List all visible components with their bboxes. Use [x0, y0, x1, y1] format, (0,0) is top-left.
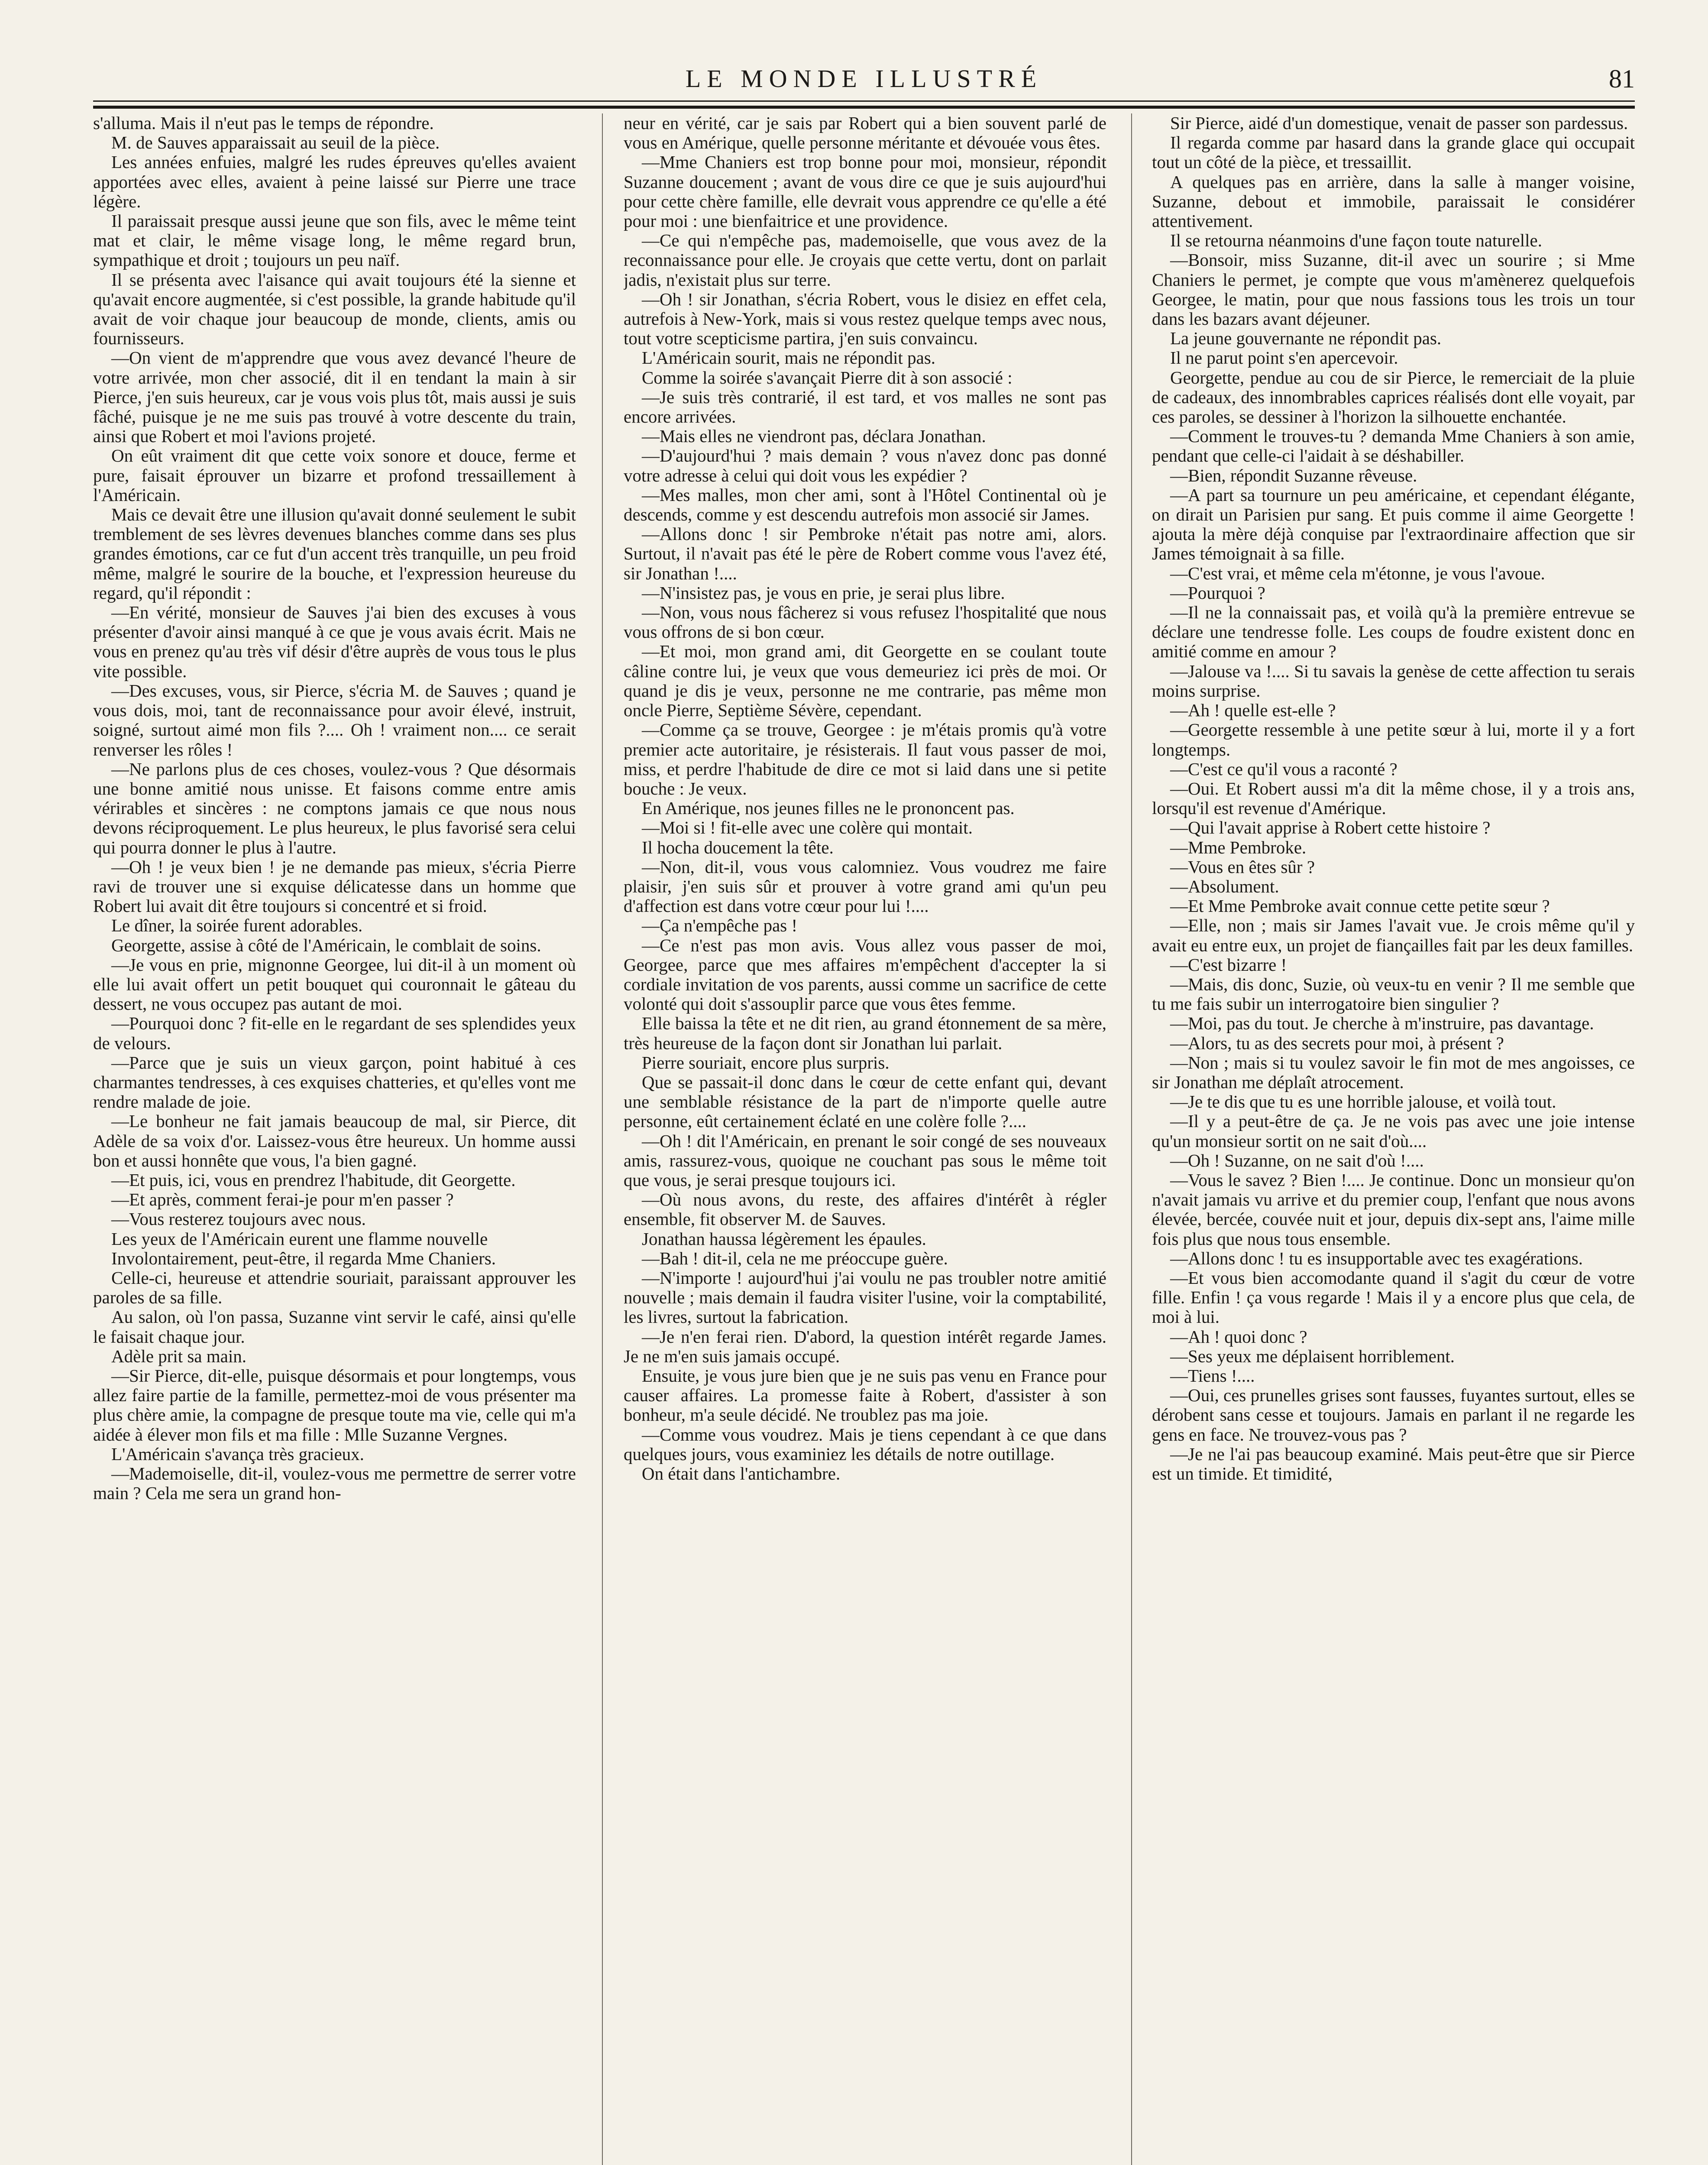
paragraph: —Il y a peut-être de ça. Je ne vois pas avec une joie intense qu'un monsieur sortit on ne sait d'où.... — [1152, 1111, 1635, 1151]
paragraph: —Je ne l'ai pas beaucoup examiné. Mais peut-être que sir Pierce est un timide. Et timidité, — [1152, 1444, 1635, 1484]
paragraph: —C'est ce qu'il vous a raconté ? — [1170, 759, 1397, 779]
paragraph: Elle baissa la tête et ne dit rien, au grand étonnement de sa mère, très heureuse de la façon dont sir Jonathan lui parlait. — [624, 1013, 1106, 1053]
column-divider-2 — [1131, 113, 1132, 2165]
paragraph: —Vous resterez toujours avec nous. — [111, 1209, 366, 1229]
paragraph: Il regarda comme par hasard dans la grande glace qui occupait tout un côté de la pièce, et tressaillit. — [1152, 132, 1635, 172]
paragraph: Comme la soirée s'avançait Pierre dit à son associé : — [642, 367, 1013, 388]
paragraph: La jeune gouvernante ne répondit pas. — [1170, 328, 1442, 349]
paragraph: —Ah ! quelle est-elle ? — [1170, 700, 1336, 721]
paragraph: —Comme ça se trouve, Georgee : je m'étais promis qu'à votre premier acte autoritaire, je résisterais. Il faut vous passer de moi, miss, et perdre l'habitude de dire ce mot si laid dans une si petite bouche : Je veux. — [624, 720, 1106, 798]
paragraph: —Allons donc ! sir Pembroke n'était pas notre ami, alors. Surtout, il n'avait pas été le père de Robert comme vous l'avez été, sir Jonathan !.... — [624, 524, 1106, 583]
paragraph: —Des excuses, vous, sir Pierce, s'écria M. de Sauves ; quand je vous dois, moi, tant de reconnaissance pour avoir élevé, instruit, soigné, surtout aimé mon fils ?.... Oh ! vraiment non.... ce serait renverser les rôles ! — [93, 680, 576, 759]
text-column-3 — [1152, 113, 1635, 2165]
paragraph: s'alluma. Mais il n'eut pas le temps de répondre. — [93, 113, 434, 133]
paragraph: L'Américain s'avança très gracieux. — [111, 1444, 364, 1464]
paragraph: —Mme Chaniers est trop bonne pour moi, monsieur, répondit Suzanne doucement ; avant de vous dire ce que je suis aujourd'hui pour cette chère famille, elle devrait vous apprendre ce qu'elle a été pour moi : une bienfaitrice et une providence. — [624, 152, 1106, 231]
paragraph: —Georgette ressemble à une petite sœur à lui, morte il y a fort longtemps. — [1152, 720, 1635, 759]
paragraph: Adèle prit sa main. — [111, 1346, 246, 1366]
paragraph: —Mais elles ne viendront pas, déclara Jonathan. — [642, 426, 986, 446]
paragraph: Sir Pierce, aidé d'un domestique, venait de passer son pardessus. — [1170, 113, 1628, 133]
paragraph: —Où nous avons, du reste, des affaires d'intérêt à régler ensemble, fit observer M. de Sauves. — [624, 1189, 1106, 1229]
text-column-1 — [93, 113, 576, 2165]
paragraph: —Je n'en ferai rien. D'abord, la question intérêt regarde James. Je ne m'en suis jamais occupé. — [624, 1326, 1106, 1366]
paragraph: neur en vérité, car je sais par Robert qui a bien souvent parlé de vous en Amérique, quelle personne méritante et dévouée vous êtes. — [624, 113, 1106, 153]
paragraph: —Oh ! je veux bien ! je ne demande pas mieux, s'écria Pierre ravi de trouver une si exquise délicatesse dans un homme que Robert lui avait dit être toujours si concentré et si froid. — [93, 856, 576, 916]
paragraph: —Parce que je suis un vieux garçon, point habitué à ces charmantes tendresses, à ces exquises chatteries, et qu'elles vont me rendre malade de joie. — [93, 1052, 576, 1112]
paragraph: —D'aujourd'hui ? mais demain ? vous n'avez donc pas donné votre adresse à celui qui doit vous les expédier ? — [624, 446, 1106, 485]
paragraph: Il se présenta avec l'aisance qui avait toujours été la sienne et qu'avait encore augmentée, si c'est possible, la grande habitude qu'il avait de voir chaque jour beaucoup de monde, clients, amis ou fournisseurs. — [93, 269, 576, 349]
paragraph: —Mademoiselle, dit-il, voulez-vous me permettre de serrer votre main ? Cela me sera un grand hon- — [93, 1464, 576, 1503]
paragraph: —Et moi, mon grand ami, dit Georgette en se coulant toute câline contre lui, je veux que vous demeuriez ici près de moi. Or quand je dis je veux, personne ne me contrarie, pas même mon oncle Pierre, Septième Sévère, cependant. — [624, 641, 1106, 721]
paragraph: —Ne parlons plus de ces choses, voulez-vous ? Que désormais une bonne amitié nous unisse. Et faisons comme entre amis vérirables et sincères : ne comptons jamais ce que nous nous devons réciproquement. Le plus heureux, le plus favorisé sera celui qui pourra donner le plus à l'autre. — [93, 759, 576, 857]
header-rule-thin — [93, 100, 1635, 102]
paragraph: —Sir Pierce, dit-elle, puisque désormais et pour longtemps, vous allez faire partie de la famille, permettez-moi de vous présenter ma plus chère amie, la compagne de presque toute ma vie, celle qui m'a aidée à élever mon fils et ma fille : Mlle Suzanne Vergnes. — [93, 1366, 576, 1444]
paragraph: —N'insistez pas, je vous en prie, je serai plus libre. — [642, 582, 1005, 603]
paragraph: —Moi, pas du tout. Je cherche à m'instruire, pas davantage. — [1170, 1013, 1594, 1034]
paragraph: Celle-ci, heureuse et attendrie souriait, paraissant approuver les paroles de sa fille. — [93, 1267, 576, 1308]
paragraph: —C'est bizarre ! — [1170, 954, 1287, 975]
paragraph: —Qui l'avait apprise à Robert cette histoire ? — [1170, 818, 1491, 838]
paragraph: Il paraissait presque aussi jeune que son fils, avec le même teint mat et clair, le même visage long, le même regard brun, sympathique et droit ; toujours un peu naïf. — [93, 211, 576, 270]
paragraph: —Comme vous voudrez. Mais je tiens cependant à ce que dans quelques jours, vous examiniez les détails de notre outillage. — [624, 1424, 1106, 1464]
paragraph: —Tiens !.... — [1170, 1366, 1255, 1386]
paragraph: —Alors, tu as des secrets pour moi, à présent ? — [1170, 1033, 1504, 1053]
paragraph: Georgette, assise à côté de l'Américain, le comblait de soins. — [111, 935, 541, 955]
paragraph: —Non, vous nous fâcherez si vous refusez l'hospitalité que nous vous offrons de si bon cœur. — [624, 602, 1106, 642]
paragraph: —En vérité, monsieur de Sauves j'ai bien des excuses à vous présenter d'avoir ainsi manqué à ce que je vous avais écrit. Mais ne vous en prenez qu'au très vif désir d'être auprès de vous tous le plus vite possible. — [93, 602, 576, 681]
paragraph: —Oh ! Suzanne, on ne sait d'où !.... — [1170, 1150, 1424, 1170]
paragraph: —Et vous bien accomodante quand il s'agit du cœur de votre fille. Enfin ! ça vous regarde ! Mais il y a encore plus que cela, de moi à lui. — [1152, 1267, 1635, 1327]
text-column-2 — [624, 113, 1106, 2165]
paragraph: M. de Sauves apparaissait au seuil de la pièce. — [111, 132, 440, 153]
paragraph: —Oui, ces prunelles grises sont fausses, fuyantes surtout, elles se dérobent sans cesse et toujours. Jamais en parlant il ne regarde les gens en face. Ne trouvez-vous pas ? — [1152, 1385, 1635, 1444]
paragraph: Que se passait-il donc dans le cœur de cette enfant qui, devant une semblable résistance de la part de n'importe quelle autre personne, eût certainement éclaté en une colère folle ?.... — [624, 1072, 1106, 1131]
paragraph: Il ne parut point s'en apercevoir. — [1170, 348, 1398, 368]
paragraph: —Ah ! quoi donc ? — [1170, 1326, 1307, 1347]
page-number: 81 — [1609, 65, 1635, 93]
paragraph: —Bien, répondit Suzanne rêveuse. — [1170, 465, 1417, 485]
paragraph: —Je suis très contrarié, il est tard, et vos malles ne sont pas encore arrivées. — [624, 387, 1106, 427]
paragraph: Involontairement, peut-être, il regarda Mme Chaniers. — [111, 1248, 496, 1268]
paragraph: —Pourquoi ? — [1170, 582, 1265, 603]
paragraph: —Je te dis que tu es une horrible jalouse, et voilà tout. — [1170, 1092, 1556, 1112]
paragraph: —Le bonheur ne fait jamais beaucoup de mal, sir Pierce, dit Adèle de sa voix d'or. Laissez-vous être heureux. Un homme aussi bon et aussi honnête que vous, l'a bien gagné. — [93, 1111, 576, 1170]
paragraph: —Vous le savez ? Bien !.... Je continue. Donc un monsieur qu'on n'avait jamais vu arrive et du premier coup, l'enfant que nous avons élevée, bercée, couvée nuit et jour, depuis dix-sept ans, l'aime mille fois plus que nous tous ensemble. — [1152, 1170, 1635, 1249]
paragraph: Jonathan haussa légèrement les épaules. — [642, 1228, 926, 1249]
paragraph: —A part sa tournure un peu américaine, et cependant élégante, on dirait un Parisien pur sang. Et puis comme il aime Georgette ! ajouta la mère déjà conquise par l'extraordinaire affection que sir James témoignait à sa fille. — [1152, 485, 1635, 564]
paragraph: Il hocha doucement la tête. — [642, 837, 834, 857]
paragraph: —Moi si ! fit-elle avec une colère qui montait. — [642, 818, 973, 838]
paragraph: —N'importe ! aujourd'hui j'ai voulu ne pas troubler notre amitié nouvelle ; mais demain il faudra visiter l'usine, voir la comptabilité, les livres, surtout la fabrication. — [624, 1267, 1106, 1327]
paragraph: —Je vous en prie, mignonne Georgee, lui dit-il à un moment où elle lui avait offert un petit bouquet qui couronnait le gâteau du dessert, ne vous occupez pas autant de moi. — [93, 954, 576, 1014]
paragraph: —Jalouse va !.... Si tu savais la genèse de cette affection tu serais moins surprise. — [1152, 661, 1635, 701]
paragraph: Les années enfuies, malgré les rudes épreuves qu'elles avaient apportées avec elles, avaient à peine laissé sur Pierre une trace légère. — [93, 152, 576, 211]
paragraph: —Mais, dis donc, Suzie, où veux-tu en venir ? Il me semble que tu me fais subir un interrogatoire bien singulier ? — [1152, 974, 1635, 1014]
paragraph: —Mes malles, mon cher ami, sont à l'Hôtel Continental où je descends, comme y est descendu autrefois mon associé sir James. — [624, 485, 1106, 525]
paragraph: —On vient de m'apprendre que vous avez devancé l'heure de votre arrivée, mon cher associé, dit il en tendant la main à sir Pierce, j'en suis heureux, car je vous vois plus tôt, mais aussi je suis fâché, puisque je ne me suis pas trouvé à votre descente du train, ainsi que Robert et moi l'avions projeté. — [93, 348, 576, 446]
header-rule-thick — [93, 106, 1635, 109]
paragraph: Le dîner, la soirée furent adorables. — [111, 915, 363, 936]
paragraph: Les yeux de l'Américain eurent une flamme nouvelle — [111, 1228, 488, 1249]
paragraph: —Non, dit-il, vous vous calomniez. Vous voudrez me faire plaisir, j'en suis sûr et prouver à votre grand ami qu'un peu d'affection est dans votre cœur pour lui !.... — [624, 856, 1106, 916]
paragraph: —Non ; mais si tu voulez savoir le fin mot de mes angoisses, ce sir Jonathan me déplaît atrocement. — [1152, 1052, 1635, 1092]
paragraph: —Ce n'est pas mon avis. Vous allez vous passer de moi, Georgee, parce que mes affaires m'empêchent d'accepter la si cordiale invitation de vos parents, aussi comme un sacrifice de cette volonté qui doit s'assouplir parce que vous êtes femme. — [624, 935, 1106, 1014]
paragraph: —Et puis, ici, vous en prendrez l'habitude, dit Georgette. — [111, 1170, 516, 1190]
paragraph: —Bah ! dit-il, cela ne me préoccupe guère. — [642, 1248, 948, 1268]
paragraph: —Oh ! dit l'Américain, en prenant le soir congé de ses nouveaux amis, rassurez-vous, quoique ne couchant pas sous le même toit que vous, je serai presque toujours ici. — [624, 1131, 1106, 1190]
paragraph: Georgette, pendue au cou de sir Pierce, le remerciait de la pluie de cadeaux, des innombrables caprices réalisés dont elle voyait, par ces paroles, se dessiner à l'horizon la silhouette enchantée. — [1152, 367, 1635, 427]
page-header — [93, 61, 1635, 100]
paragraph: On eût vraiment dit que cette voix sonore et douce, ferme et pure, faisait éprouver un bizarre et profond tressaillement à l'Américain. — [93, 446, 576, 505]
paragraph: A quelques pas en arrière, dans la salle à manger voisine, Suzanne, debout et immobile, paraissait le considérer attentivement. — [1152, 171, 1635, 231]
paragraph: Au salon, où l'on passa, Suzanne vint servir le café, ainsi qu'elle le faisait chaque jour. — [93, 1307, 576, 1347]
paragraph: —Bonsoir, miss Suzanne, dit-il avec un sourire ; si Mme Chaniers le permet, je compte que vous m'amènerez quelquefois Georgee, le matin, pour que nous fassions tous les trois un tour dans les bazars avant déjeuner. — [1152, 250, 1635, 329]
paragraph: En Amérique, nos jeunes filles ne le prononcent pas. — [642, 798, 1015, 818]
paragraph: L'Américain sourit, mais ne répondit pas. — [642, 348, 936, 368]
paragraph: Il se retourna néanmoins d'une façon toute naturelle. — [1170, 230, 1542, 251]
paragraph: Pierre souriait, encore plus surpris. — [642, 1052, 890, 1073]
paragraph: —Et après, comment ferai-je pour m'en passer ? — [111, 1189, 454, 1210]
paragraph: Mais ce devait être une illusion qu'avait donné seulement le subit tremblement de ses lèvres devenues blanches comme dans ses plus grandes émotions, car ce fut d'un accent très tranquille, un peu froid même, malgré le sourire de la bouche, et l'expression heureuse du regard, qu'il répondit : — [93, 504, 576, 603]
column-divider-1 — [602, 113, 603, 2165]
paragraph: —Elle, non ; mais sir James l'avait vue. Je crois même qu'il y avait eu entre eux, un projet de fiançailles fait par les deux familles. — [1152, 915, 1635, 955]
paragraph: —Oui. Et Robert aussi m'a dit la même chose, il y a trois ans, lorsqu'il est revenue d'Amérique. — [1152, 778, 1635, 818]
paragraph: —Oh ! sir Jonathan, s'écria Robert, vous le disiez en effet cela, autrefois à New-York, mais si vous restez quelque temps avec nous, tout votre scepticisme partira, j'en suis convaincu. — [624, 289, 1106, 349]
paragraph: Ensuite, je vous jure bien que je ne suis pas venu en France pour causer affaires. La promesse faite à Robert, d'assister à son bonheur, m'a seule décidé. Ne troublez pas ma joie. — [624, 1366, 1106, 1425]
paragraph: —Ce qui n'empêche pas, mademoiselle, que vous avez de la reconnaissance pour elle. Je croyais que cette vertu, dont on parlait jadis, n'existait plus sur terre. — [624, 230, 1106, 290]
paragraph: —Ça n'empêche pas ! — [642, 915, 798, 936]
masthead-title: LE MONDE ILLUSTRÉ — [685, 65, 1043, 93]
paragraph: —Pourquoi donc ? fit-elle en le regardant de ses splendides yeux de velours. — [93, 1013, 576, 1053]
paragraph: —Mme Pembroke. — [1170, 837, 1307, 857]
paragraph: —Et Mme Pembroke avait connue cette petite sœur ? — [1170, 896, 1550, 916]
paragraph: —Allons donc ! tu es insupportable avec tes exagérations. — [1170, 1248, 1583, 1268]
paragraph: —C'est vrai, et même cela m'étonne, je vous l'avoue. — [1170, 563, 1545, 583]
paragraph: —Comment le trouves-tu ? demanda Mme Chaniers à son amie, pendant que celle-ci l'aidait à se déshabiller. — [1152, 426, 1635, 466]
paragraph: On était dans l'antichambre. — [642, 1464, 841, 1484]
paragraph: —Il ne la connaissait pas, et voilà qu'à la première entrevue se déclare une tendresse folle. Les coups de foudre existent donc en amitié comme en amour ? — [1152, 602, 1635, 662]
paragraph: —Vous en êtes sûr ? — [1170, 856, 1315, 877]
paragraph: —Ses yeux me déplaisent horriblement. — [1170, 1346, 1455, 1366]
paragraph: —Absolument. — [1170, 876, 1279, 896]
